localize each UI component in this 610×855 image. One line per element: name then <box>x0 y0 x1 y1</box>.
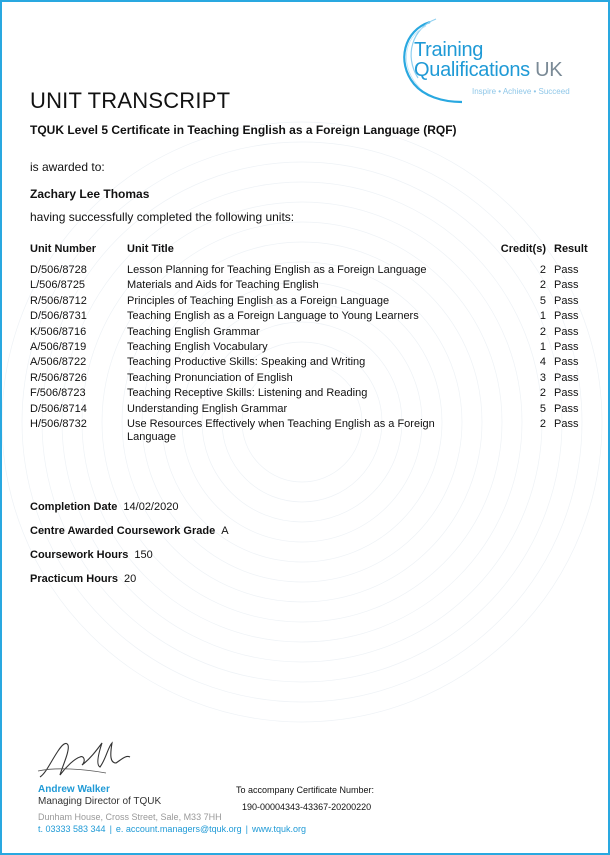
unit-credits: 2 <box>539 264 546 276</box>
units-table-header <box>30 243 590 264</box>
header-unit-title: Unit Title <box>127 243 174 255</box>
unit-result: Pass <box>554 279 579 292</box>
completion-date-label: Completion Date <box>30 501 118 513</box>
unit-credits: 5 <box>539 402 546 415</box>
practicum-hours-value: 20 <box>124 573 137 585</box>
table-row <box>30 326 590 341</box>
logo-text-training: Training <box>414 39 484 61</box>
unit-number: D/506/8714 <box>30 402 87 415</box>
coursework-grade <box>30 525 229 537</box>
logo-text-qualifications-word: Qualifications <box>414 59 530 81</box>
signature <box>36 737 136 781</box>
separator: | <box>109 824 112 834</box>
header-result: Result <box>554 243 588 255</box>
contact-line <box>38 824 306 834</box>
completion-date-value: 14/02/2020 <box>123 501 179 513</box>
awarded-text: is awarded to: <box>30 160 105 174</box>
unit-number: L/506/8725 <box>30 279 86 292</box>
coursework-hours-label: Coursework Hours <box>30 549 129 561</box>
unit-credits: 2 <box>539 325 546 338</box>
unit-title: Teaching English Grammar <box>127 325 260 338</box>
unit-credits: 2 <box>539 417 546 430</box>
table-row <box>30 387 590 402</box>
unit-result: Pass <box>554 371 579 384</box>
unit-number: R/506/8712 <box>30 294 87 307</box>
unit-number: A/506/8722 <box>30 356 87 369</box>
table-row <box>30 356 590 371</box>
completion-date <box>30 501 178 513</box>
coursework-hours <box>30 549 153 561</box>
unit-result: Pass <box>554 356 579 369</box>
unit-number: A/506/8719 <box>30 340 87 353</box>
unit-title: Lesson Planning for Teaching English as a Foreign Language <box>127 264 427 276</box>
signer-name: Andrew Walker <box>38 784 110 795</box>
unit-title: Use Resources Effectively when Teaching English as a Foreign Language <box>127 417 435 443</box>
table-row <box>30 310 590 325</box>
email-link[interactable]: e. account.managers@tquk.org <box>115 824 242 834</box>
unit-title: Teaching English Vocabulary <box>127 340 268 353</box>
unit-result: Pass <box>554 310 579 323</box>
units-table <box>30 243 590 444</box>
unit-credits: 5 <box>539 294 546 307</box>
unit-credits: 2 <box>539 279 546 292</box>
table-row <box>30 341 590 356</box>
unit-credits: 1 <box>539 310 546 323</box>
practicum-hours-label: Practicum Hours <box>30 573 119 585</box>
address: Dunham House, Cross Street, Sale, M33 7HH <box>38 812 222 822</box>
unit-result: Pass <box>554 417 579 430</box>
unit-title: Teaching Receptive Skills: Listening and Reading <box>127 387 368 400</box>
coursework-hours-value: 150 <box>134 549 153 561</box>
logo-tagline: Inspire • Achieve • Succeed <box>472 87 570 96</box>
unit-result: Pass <box>554 340 579 353</box>
unit-result: Pass <box>554 325 579 338</box>
unit-title: Principles of Teaching English as a Foreign Language <box>127 294 390 307</box>
logo-text-uk: UK <box>535 59 563 81</box>
unit-credits: 4 <box>539 356 546 369</box>
unit-number: F/506/8723 <box>30 387 86 400</box>
website-link[interactable]: www.tquk.org <box>251 824 306 834</box>
unit-number: R/506/8726 <box>30 371 87 384</box>
separator: | <box>245 824 248 834</box>
tquk-logo <box>390 16 600 108</box>
unit-number: H/506/8732 <box>30 417 87 430</box>
table-row <box>30 264 590 279</box>
unit-number: D/506/8731 <box>30 310 87 323</box>
table-row <box>30 295 590 310</box>
coursework-grade-value: A <box>221 525 229 537</box>
unit-result: Pass <box>554 387 579 400</box>
unit-number: D/506/8728 <box>30 264 87 276</box>
coursework-grade-label: Centre Awarded Coursework Grade <box>30 525 216 537</box>
certificate-number: 190-00004343-43367-20200220 <box>242 802 372 812</box>
unit-credits: 3 <box>539 371 546 384</box>
unit-title: Teaching English as a Foreign Language to Young Learners <box>127 310 419 323</box>
unit-credits: 1 <box>539 340 546 353</box>
header-unit-number: Unit Number <box>30 243 96 255</box>
unit-result: Pass <box>554 294 579 307</box>
unit-title: Understanding English Grammar <box>127 402 288 415</box>
qualification-title: TQUK Level 5 Certificate in Teaching English as a Foreign Language (RQF) <box>30 123 457 137</box>
signer-role: Managing Director of TQUK <box>38 796 162 807</box>
completed-text: having successfully completed the following units: <box>30 210 295 224</box>
header-credits: Credit(s) <box>500 243 546 255</box>
phone: t. 03333 583 344 <box>38 824 106 834</box>
table-row <box>30 403 590 418</box>
table-row <box>30 418 590 444</box>
unit-number: K/506/8716 <box>30 325 87 338</box>
unit-title: Materials and Aids for Teaching English <box>127 279 319 292</box>
learner-name: Zachary Lee Thomas <box>30 187 150 201</box>
unit-result: Pass <box>554 402 579 415</box>
unit-title: Teaching Productive Skills: Speaking and Writing <box>127 356 366 369</box>
practicum-hours <box>30 573 136 585</box>
page-title: UNIT TRANSCRIPT <box>30 88 231 113</box>
unit-result: Pass <box>554 264 579 276</box>
accompany-label: To accompany Certificate Number: <box>236 785 375 795</box>
logo-text-qualifications <box>414 60 562 80</box>
table-row <box>30 372 590 387</box>
unit-credits: 2 <box>539 387 546 400</box>
unit-title: Teaching Pronunciation of English <box>127 371 293 384</box>
table-row <box>30 279 590 294</box>
